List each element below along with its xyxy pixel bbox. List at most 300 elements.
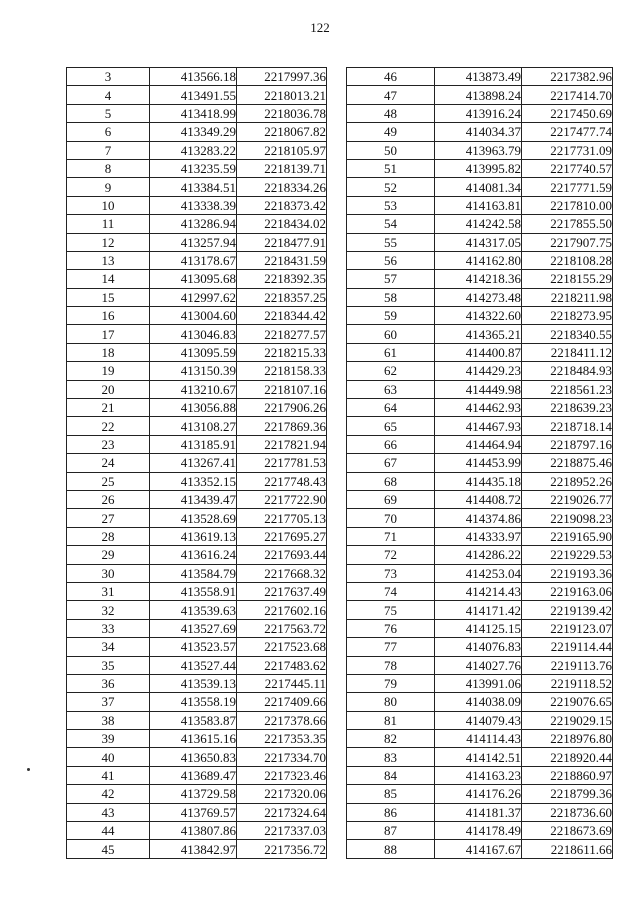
y-coordinate-cell: 2218107.16 <box>237 380 327 398</box>
table-row <box>347 840 613 858</box>
x-coordinate-cell: 413619.13 <box>150 527 237 545</box>
table-row <box>67 840 327 858</box>
table-row <box>67 766 327 784</box>
table-row <box>67 711 327 729</box>
x-coordinate-cell: 414163.81 <box>435 196 522 214</box>
point-number-cell: 71 <box>347 527 435 545</box>
table-row <box>347 619 613 637</box>
x-coordinate-cell: 413267.41 <box>150 454 237 472</box>
table-row <box>67 674 327 692</box>
x-coordinate-cell: 414081.34 <box>435 178 522 196</box>
y-coordinate-cell: 2217320.06 <box>237 785 327 803</box>
point-number-cell: 29 <box>67 546 150 564</box>
x-coordinate-cell: 414286.22 <box>435 546 522 564</box>
y-coordinate-cell: 2218952.26 <box>522 472 613 490</box>
y-coordinate-cell: 2217382.96 <box>522 68 613 86</box>
y-coordinate-cell: 2218344.42 <box>237 307 327 325</box>
x-coordinate-cell: 414034.37 <box>435 123 522 141</box>
point-number-cell: 8 <box>67 159 150 177</box>
table-row <box>347 325 613 343</box>
x-coordinate-cell: 413991.06 <box>435 674 522 692</box>
y-coordinate-cell: 2217450.69 <box>522 104 613 122</box>
table-row <box>347 343 613 361</box>
point-number-cell: 88 <box>347 840 435 858</box>
point-number-cell: 15 <box>67 288 150 306</box>
table-row <box>347 454 613 472</box>
table-row <box>67 601 327 619</box>
table-row <box>347 141 613 159</box>
x-coordinate-cell: 414027.76 <box>435 656 522 674</box>
table-row <box>67 104 327 122</box>
table-row <box>347 785 613 803</box>
x-coordinate-cell: 413527.44 <box>150 656 237 674</box>
table-row <box>67 215 327 233</box>
point-number-cell: 86 <box>347 803 435 821</box>
y-coordinate-cell: 2219026.77 <box>522 490 613 508</box>
table-row <box>67 343 327 361</box>
y-coordinate-cell: 2217356.72 <box>237 840 327 858</box>
table-row <box>347 362 613 380</box>
table-row <box>67 509 327 527</box>
point-number-cell: 24 <box>67 454 150 472</box>
x-coordinate-cell: 414176.26 <box>435 785 522 803</box>
y-coordinate-cell: 2217855.50 <box>522 215 613 233</box>
point-number-cell: 81 <box>347 711 435 729</box>
point-number-cell: 5 <box>67 104 150 122</box>
y-coordinate-cell: 2218211.98 <box>522 288 613 306</box>
point-number-cell: 16 <box>67 307 150 325</box>
y-coordinate-cell: 2218673.69 <box>522 822 613 840</box>
y-coordinate-cell: 2217602.16 <box>237 601 327 619</box>
y-coordinate-cell: 2217906.26 <box>237 399 327 417</box>
point-number-cell: 73 <box>347 564 435 582</box>
x-coordinate-cell: 413615.16 <box>150 730 237 748</box>
y-coordinate-cell: 2217781.53 <box>237 454 327 472</box>
x-coordinate-cell: 414453.99 <box>435 454 522 472</box>
x-coordinate-cell: 413095.59 <box>150 343 237 361</box>
y-coordinate-cell: 2218357.25 <box>237 288 327 306</box>
y-coordinate-cell: 2218155.29 <box>522 270 613 288</box>
point-number-cell: 27 <box>67 509 150 527</box>
y-coordinate-cell: 2218718.14 <box>522 417 613 435</box>
x-coordinate-cell: 413004.60 <box>150 307 237 325</box>
x-coordinate-cell: 414408.72 <box>435 490 522 508</box>
point-number-cell: 68 <box>347 472 435 490</box>
table-row <box>347 803 613 821</box>
y-coordinate-cell: 2218139.71 <box>237 159 327 177</box>
point-number-cell: 84 <box>347 766 435 784</box>
y-coordinate-cell: 2218411.12 <box>522 343 613 361</box>
x-coordinate-cell: 414464.94 <box>435 435 522 453</box>
y-coordinate-cell: 2217997.36 <box>237 68 327 86</box>
x-coordinate-cell: 413338.39 <box>150 196 237 214</box>
table-row <box>347 399 613 417</box>
point-number-cell: 25 <box>67 472 150 490</box>
x-coordinate-cell: 414435.18 <box>435 472 522 490</box>
table-row <box>347 417 613 435</box>
point-number-cell: 39 <box>67 730 150 748</box>
point-number-cell: 36 <box>67 674 150 692</box>
y-coordinate-cell: 2219123.07 <box>522 619 613 637</box>
x-coordinate-cell: 413095.68 <box>150 270 237 288</box>
y-coordinate-cell: 2219118.52 <box>522 674 613 692</box>
x-coordinate-cell: 413257.94 <box>150 233 237 251</box>
y-coordinate-cell: 2217693.44 <box>237 546 327 564</box>
point-number-cell: 52 <box>347 178 435 196</box>
table-row <box>67 288 327 306</box>
x-coordinate-cell: 413729.58 <box>150 785 237 803</box>
table-row <box>67 141 327 159</box>
y-coordinate-cell: 2217695.27 <box>237 527 327 545</box>
x-coordinate-cell: 413286.94 <box>150 215 237 233</box>
y-coordinate-cell: 2217740.57 <box>522 159 613 177</box>
x-coordinate-cell: 414317.05 <box>435 233 522 251</box>
table-row <box>347 159 613 177</box>
point-number-cell: 19 <box>67 362 150 380</box>
x-coordinate-cell: 413283.22 <box>150 141 237 159</box>
table-row <box>347 215 613 233</box>
point-number-cell: 54 <box>347 215 435 233</box>
point-number-cell: 26 <box>67 490 150 508</box>
x-coordinate-cell: 413527.69 <box>150 619 237 637</box>
point-number-cell: 31 <box>67 582 150 600</box>
x-coordinate-cell: 414171.42 <box>435 601 522 619</box>
x-coordinate-cell: 414365.21 <box>435 325 522 343</box>
x-coordinate-cell: 413439.47 <box>150 490 237 508</box>
x-coordinate-cell: 413210.67 <box>150 380 237 398</box>
table-row <box>67 435 327 453</box>
table-row <box>347 233 613 251</box>
table-row <box>67 527 327 545</box>
x-coordinate-cell: 414167.67 <box>435 840 522 858</box>
x-coordinate-cell: 413150.39 <box>150 362 237 380</box>
table-row <box>347 178 613 196</box>
table-row <box>347 490 613 508</box>
y-coordinate-cell: 2217563.72 <box>237 619 327 637</box>
point-number-cell: 61 <box>347 343 435 361</box>
point-number-cell: 23 <box>67 435 150 453</box>
x-coordinate-cell: 413584.79 <box>150 564 237 582</box>
y-coordinate-cell: 2217334.70 <box>237 748 327 766</box>
x-coordinate-cell: 413384.51 <box>150 178 237 196</box>
y-coordinate-cell: 2218392.35 <box>237 270 327 288</box>
coordinates-table-left <box>66 67 327 859</box>
y-coordinate-cell: 2217414.70 <box>522 86 613 104</box>
y-coordinate-cell: 2218434.02 <box>237 215 327 233</box>
table-row <box>347 509 613 527</box>
x-coordinate-cell: 413352.15 <box>150 472 237 490</box>
point-number-cell: 12 <box>67 233 150 251</box>
y-coordinate-cell: 2219029.15 <box>522 711 613 729</box>
y-coordinate-cell: 2218273.95 <box>522 307 613 325</box>
table-row <box>347 86 613 104</box>
table-row <box>347 674 613 692</box>
point-number-cell: 43 <box>67 803 150 821</box>
table-row <box>67 785 327 803</box>
y-coordinate-cell: 2217722.90 <box>237 490 327 508</box>
y-coordinate-cell: 2219165.90 <box>522 527 613 545</box>
x-coordinate-cell: 414114.43 <box>435 730 522 748</box>
x-coordinate-cell: 413558.91 <box>150 582 237 600</box>
table-row <box>67 564 327 582</box>
table-row <box>67 399 327 417</box>
table-row <box>347 380 613 398</box>
table-row <box>347 748 613 766</box>
table-row <box>67 196 327 214</box>
point-number-cell: 50 <box>347 141 435 159</box>
table-row <box>347 546 613 564</box>
point-number-cell: 42 <box>67 785 150 803</box>
x-coordinate-cell: 414163.23 <box>435 766 522 784</box>
y-coordinate-cell: 2218105.97 <box>237 141 327 159</box>
y-coordinate-cell: 2219229.53 <box>522 546 613 564</box>
x-coordinate-cell: 414273.48 <box>435 288 522 306</box>
x-coordinate-cell: 413108.27 <box>150 417 237 435</box>
table-row <box>347 730 613 748</box>
x-coordinate-cell: 413539.13 <box>150 674 237 692</box>
y-coordinate-cell: 2218067.82 <box>237 123 327 141</box>
x-coordinate-cell: 413056.88 <box>150 399 237 417</box>
x-coordinate-cell: 414253.04 <box>435 564 522 582</box>
point-number-cell: 10 <box>67 196 150 214</box>
table-row <box>67 307 327 325</box>
y-coordinate-cell: 2218431.59 <box>237 251 327 269</box>
table-row <box>347 601 613 619</box>
x-coordinate-cell: 413842.97 <box>150 840 237 858</box>
point-number-cell: 67 <box>347 454 435 472</box>
y-coordinate-cell: 2218373.42 <box>237 196 327 214</box>
coordinates-table-right <box>346 67 613 859</box>
x-coordinate-cell: 414374.86 <box>435 509 522 527</box>
table-row <box>67 619 327 637</box>
x-coordinate-cell: 413898.24 <box>435 86 522 104</box>
table-row <box>67 748 327 766</box>
x-coordinate-cell: 413558.19 <box>150 693 237 711</box>
point-number-cell: 57 <box>347 270 435 288</box>
point-number-cell: 53 <box>347 196 435 214</box>
x-coordinate-cell: 413528.69 <box>150 509 237 527</box>
y-coordinate-cell: 2217907.75 <box>522 233 613 251</box>
y-coordinate-cell: 2218860.97 <box>522 766 613 784</box>
point-number-cell: 17 <box>67 325 150 343</box>
point-number-cell: 30 <box>67 564 150 582</box>
table-row <box>67 693 327 711</box>
table-row <box>67 490 327 508</box>
point-number-cell: 34 <box>67 638 150 656</box>
y-coordinate-cell: 2218340.55 <box>522 325 613 343</box>
table-row <box>67 233 327 251</box>
table-row <box>67 656 327 674</box>
point-number-cell: 80 <box>347 693 435 711</box>
y-coordinate-cell: 2217705.13 <box>237 509 327 527</box>
table-row <box>347 104 613 122</box>
x-coordinate-cell: 414125.15 <box>435 619 522 637</box>
point-number-cell: 76 <box>347 619 435 637</box>
x-coordinate-cell: 414429.23 <box>435 362 522 380</box>
y-coordinate-cell: 2217445.11 <box>237 674 327 692</box>
y-coordinate-cell: 2217323.46 <box>237 766 327 784</box>
point-number-cell: 62 <box>347 362 435 380</box>
table-row <box>347 656 613 674</box>
x-coordinate-cell: 413689.47 <box>150 766 237 784</box>
table-row <box>67 123 327 141</box>
point-number-cell: 47 <box>347 86 435 104</box>
y-coordinate-cell: 2217523.68 <box>237 638 327 656</box>
table-row <box>67 362 327 380</box>
point-number-cell: 14 <box>67 270 150 288</box>
table-row <box>67 270 327 288</box>
table-row <box>347 123 613 141</box>
y-coordinate-cell: 2218477.91 <box>237 233 327 251</box>
point-number-cell: 85 <box>347 785 435 803</box>
y-coordinate-cell: 2218611.66 <box>522 840 613 858</box>
x-coordinate-cell: 414038.09 <box>435 693 522 711</box>
table-row <box>67 472 327 490</box>
point-number-cell: 4 <box>67 86 150 104</box>
point-number-cell: 49 <box>347 123 435 141</box>
table-row <box>347 693 613 711</box>
x-coordinate-cell: 413963.79 <box>435 141 522 159</box>
x-coordinate-cell: 413583.87 <box>150 711 237 729</box>
table-row <box>347 711 613 729</box>
y-coordinate-cell: 2217378.66 <box>237 711 327 729</box>
table-row <box>347 527 613 545</box>
point-number-cell: 20 <box>67 380 150 398</box>
y-coordinate-cell: 2218976.80 <box>522 730 613 748</box>
point-number-cell: 69 <box>347 490 435 508</box>
point-number-cell: 45 <box>67 840 150 858</box>
point-number-cell: 44 <box>67 822 150 840</box>
point-number-cell: 87 <box>347 822 435 840</box>
y-coordinate-cell: 2218875.46 <box>522 454 613 472</box>
table-row <box>347 564 613 582</box>
point-number-cell: 56 <box>347 251 435 269</box>
x-coordinate-cell: 414218.36 <box>435 270 522 288</box>
x-coordinate-cell: 414076.83 <box>435 638 522 656</box>
y-coordinate-cell: 2217869.36 <box>237 417 327 435</box>
x-coordinate-cell: 413995.82 <box>435 159 522 177</box>
page-number: 122 <box>310 20 330 35</box>
table-row <box>67 178 327 196</box>
table-row <box>67 159 327 177</box>
x-coordinate-cell: 413650.83 <box>150 748 237 766</box>
table-row <box>347 196 613 214</box>
point-number-cell: 18 <box>67 343 150 361</box>
point-number-cell: 59 <box>347 307 435 325</box>
point-number-cell: 9 <box>67 178 150 196</box>
point-number-cell: 32 <box>67 601 150 619</box>
table-row <box>67 251 327 269</box>
point-number-cell: 21 <box>67 399 150 417</box>
x-coordinate-cell: 413491.55 <box>150 86 237 104</box>
y-coordinate-cell: 2218799.36 <box>522 785 613 803</box>
x-coordinate-cell: 413769.57 <box>150 803 237 821</box>
point-number-cell: 3 <box>67 68 150 86</box>
table-row <box>67 325 327 343</box>
x-coordinate-cell: 413185.91 <box>150 435 237 453</box>
point-number-cell: 77 <box>347 638 435 656</box>
y-coordinate-cell: 2218797.16 <box>522 435 613 453</box>
y-coordinate-cell: 2218215.33 <box>237 343 327 361</box>
point-number-cell: 7 <box>67 141 150 159</box>
table-row <box>347 638 613 656</box>
point-number-cell: 72 <box>347 546 435 564</box>
x-coordinate-cell: 412997.62 <box>150 288 237 306</box>
point-number-cell: 58 <box>347 288 435 306</box>
point-number-cell: 46 <box>347 68 435 86</box>
y-coordinate-cell: 2218484.93 <box>522 362 613 380</box>
x-coordinate-cell: 413178.67 <box>150 251 237 269</box>
point-number-cell: 37 <box>67 693 150 711</box>
table-row <box>347 435 613 453</box>
x-coordinate-cell: 413235.59 <box>150 159 237 177</box>
y-coordinate-cell: 2217324.64 <box>237 803 327 821</box>
x-coordinate-cell: 414467.93 <box>435 417 522 435</box>
x-coordinate-cell: 414162.80 <box>435 251 522 269</box>
y-coordinate-cell: 2219139.42 <box>522 601 613 619</box>
table-row <box>67 803 327 821</box>
x-coordinate-cell: 413807.86 <box>150 822 237 840</box>
table-row <box>67 730 327 748</box>
point-number-cell: 13 <box>67 251 150 269</box>
y-coordinate-cell: 2217353.35 <box>237 730 327 748</box>
table-row <box>347 307 613 325</box>
y-coordinate-cell: 2219113.76 <box>522 656 613 674</box>
y-coordinate-cell: 2217409.66 <box>237 693 327 711</box>
table-row <box>347 68 613 86</box>
point-number-cell: 79 <box>347 674 435 692</box>
table-row <box>347 822 613 840</box>
y-coordinate-cell: 2219076.65 <box>522 693 613 711</box>
point-number-cell: 74 <box>347 582 435 600</box>
x-coordinate-cell: 413418.99 <box>150 104 237 122</box>
x-coordinate-cell: 414333.97 <box>435 527 522 545</box>
y-coordinate-cell: 2217477.74 <box>522 123 613 141</box>
y-coordinate-cell: 2218108.28 <box>522 251 613 269</box>
point-number-cell: 41 <box>67 766 150 784</box>
table-row <box>67 68 327 86</box>
y-coordinate-cell: 2217668.32 <box>237 564 327 582</box>
y-coordinate-cell: 2218920.44 <box>522 748 613 766</box>
x-coordinate-cell: 413916.24 <box>435 104 522 122</box>
table-row <box>347 766 613 784</box>
table-row <box>347 472 613 490</box>
x-coordinate-cell: 414462.93 <box>435 399 522 417</box>
y-coordinate-cell: 2217337.03 <box>237 822 327 840</box>
x-coordinate-cell: 414400.87 <box>435 343 522 361</box>
x-coordinate-cell: 414079.43 <box>435 711 522 729</box>
y-coordinate-cell: 2219163.06 <box>522 582 613 600</box>
table-row <box>347 288 613 306</box>
x-coordinate-cell: 414181.37 <box>435 803 522 821</box>
point-number-cell: 65 <box>347 417 435 435</box>
x-coordinate-cell: 414178.49 <box>435 822 522 840</box>
y-coordinate-cell: 2218013.21 <box>237 86 327 104</box>
table-row <box>67 86 327 104</box>
point-number-cell: 83 <box>347 748 435 766</box>
y-coordinate-cell: 2219193.36 <box>522 564 613 582</box>
x-coordinate-cell: 413873.49 <box>435 68 522 86</box>
table-row <box>67 546 327 564</box>
y-coordinate-cell: 2217821.94 <box>237 435 327 453</box>
point-number-cell: 35 <box>67 656 150 674</box>
point-number-cell: 33 <box>67 619 150 637</box>
y-coordinate-cell: 2217771.59 <box>522 178 613 196</box>
y-coordinate-cell: 2219098.23 <box>522 509 613 527</box>
table-row <box>67 822 327 840</box>
y-coordinate-cell: 2217748.43 <box>237 472 327 490</box>
x-coordinate-cell: 413539.63 <box>150 601 237 619</box>
